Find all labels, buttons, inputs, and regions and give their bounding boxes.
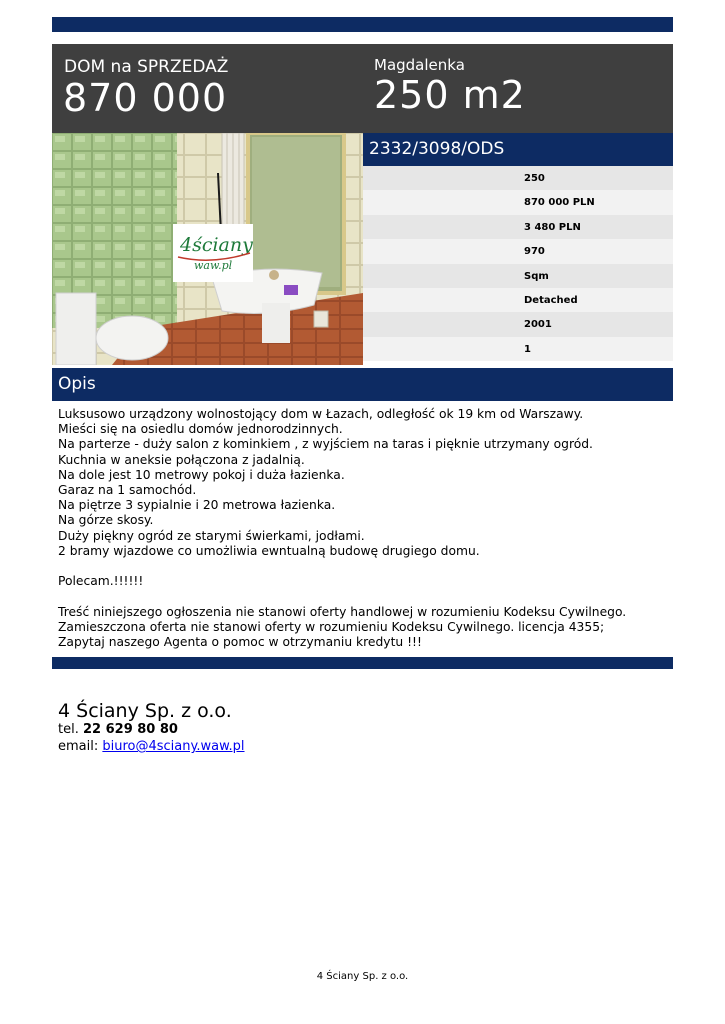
- description-line: Na górze skosy.: [58, 513, 154, 528]
- bathroom-photo-illustration: [52, 133, 363, 365]
- watermark-text-secondary: waw.pl: [194, 259, 233, 272]
- detail-row: [363, 166, 673, 190]
- detail-value: 3 480 PLN: [524, 221, 581, 233]
- property-photo: [52, 133, 363, 365]
- description-line: Na piętrze 3 sypialnie i 20 metrowa łazienka.: [58, 498, 336, 513]
- reference-bar: [363, 133, 673, 166]
- top-decor-bar: [52, 17, 673, 32]
- property-price: 870 000: [63, 76, 228, 120]
- property-type-label: DOM na SPRZEDAŻ: [64, 57, 229, 77]
- bottom-decor-bar: [52, 657, 673, 669]
- description-line: [58, 559, 668, 574]
- property-area: 250 m2: [374, 73, 526, 117]
- detail-value: 970: [524, 246, 545, 258]
- detail-row: [363, 264, 673, 288]
- description-title: Opis: [58, 374, 96, 394]
- description-line: Treść niniejszego ogłoszenia nie stanowi oferty handlowej w rozumieniu Kodeksu Cywilnego.: [58, 604, 627, 619]
- description-line: Luksusowo urządzony wolnostojący dom w Łazach, odległość ok 19 km od Warszawy.: [58, 407, 584, 421]
- detail-value: Sqm: [524, 270, 549, 282]
- description-line: Kuchnia w aneksie połączona z jadalnią.: [58, 452, 305, 467]
- detail-row: [363, 239, 673, 263]
- page-footer: 4 Ściany Sp. z o.o.: [316, 971, 409, 982]
- watermark-text-primary: 4ściany: [180, 234, 253, 256]
- detail-row: [363, 288, 673, 312]
- detail-value: 1: [524, 343, 531, 355]
- offer-header: [52, 44, 673, 133]
- detail-row: [363, 215, 673, 239]
- detail-row: [363, 190, 673, 214]
- description-line: Zamieszczona oferta nie stanowi oferty w rozumieniu Kodeksu Cywilnego. licencja 4355;: [58, 619, 605, 634]
- description-header: [52, 368, 673, 401]
- company-name: 4 Ściany Sp. z o.o.: [58, 700, 232, 722]
- description-line: Garaz na 1 samochód.: [58, 483, 197, 498]
- description-line: Na dole jest 10 metrowy pokoj i duża łazienka.: [58, 467, 345, 482]
- description-body: [58, 407, 668, 650]
- description-line: Polecam.!!!!!!: [58, 574, 144, 589]
- description-line: [58, 589, 668, 604]
- detail-value: 2001: [524, 319, 552, 331]
- phone-line: [58, 722, 178, 737]
- detail-value: Detached: [524, 294, 578, 306]
- description-line: 2 bramy wjazdowe co umożliwia ewntualną budowę drugiego domu.: [58, 543, 480, 558]
- property-location: Magdalenka: [374, 56, 465, 74]
- phone-label: tel.: [58, 722, 79, 737]
- reference-number: 2332/3098/ODS: [369, 139, 505, 159]
- email-line: [58, 739, 245, 754]
- email-link[interactable]: biuro@4sciany.waw.pl: [102, 739, 245, 754]
- phone-number: 22 629 80 80: [82, 722, 178, 737]
- detail-value: 250: [524, 173, 545, 184]
- detail-value: 870 000 PLN: [524, 197, 595, 209]
- description-line: Mieści się na osiedlu domów jednorodzinnych.: [58, 422, 343, 437]
- detail-row: [363, 312, 673, 336]
- details-table: [363, 166, 673, 361]
- detail-row: [363, 337, 673, 361]
- description-line: Na parterze - duży salon z kominkiem , z wyjściem na taras i pięknie utrzymany ogród.: [58, 437, 593, 452]
- email-label: email:: [58, 739, 99, 754]
- description-line: Duży piękny ogród ze starymi świerkami, jodłami.: [58, 528, 365, 543]
- description-line: Zapytaj naszego Agenta o pomoc w otrzymaniu kredytu !!!: [58, 635, 422, 650]
